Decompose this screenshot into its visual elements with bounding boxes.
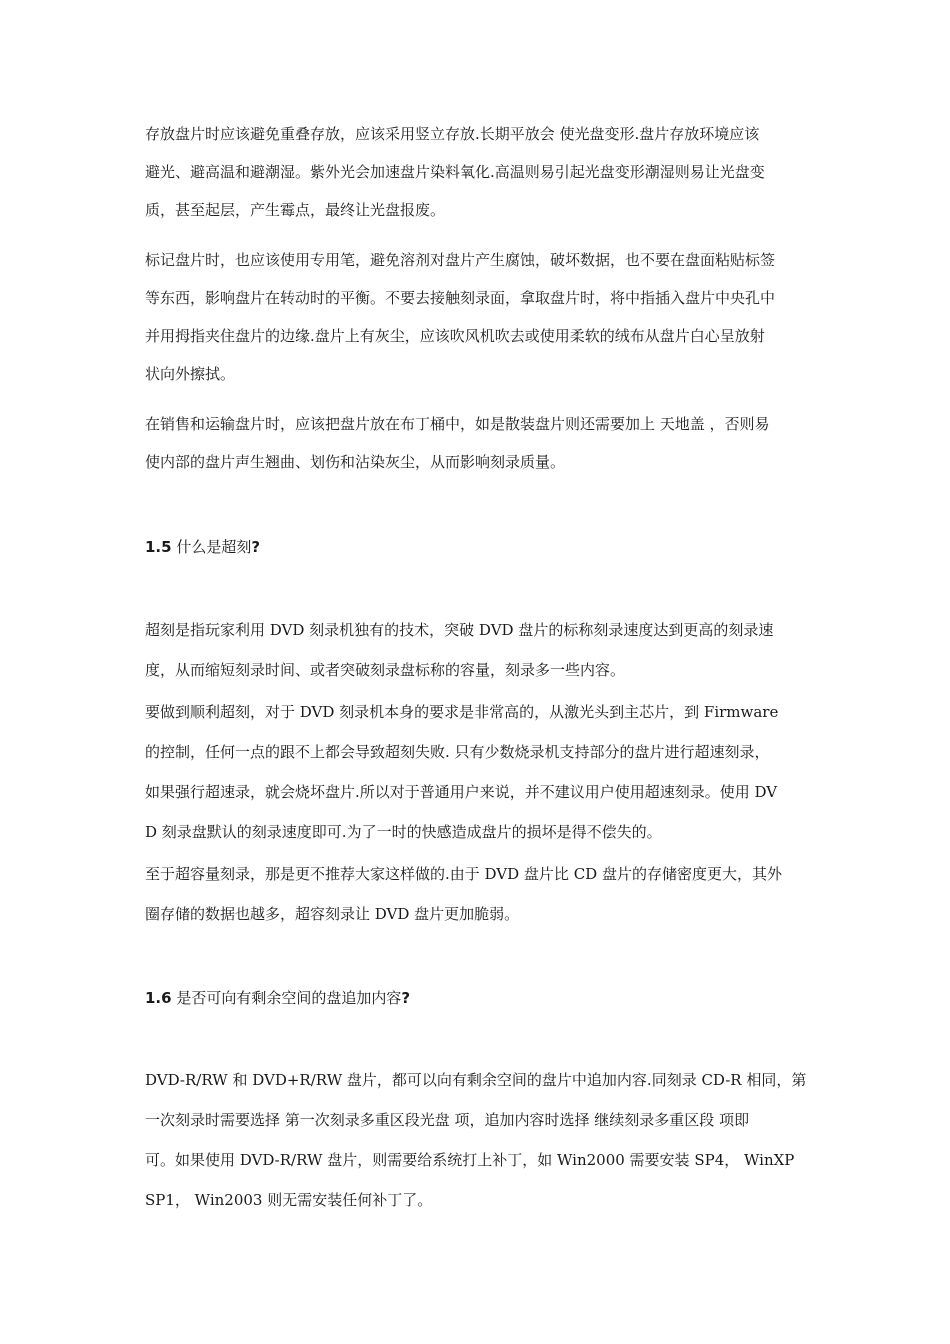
section-qmark: ? <box>251 538 261 556</box>
section-number: 1.5 <box>145 538 172 556</box>
text-line: 要做到顺利超刻，对于 DVD 刻录机本身的要求是非常高的，从激光头到主芯片，到 Firmware <box>145 703 779 721</box>
text-line: 至于超容量刻录，那是更不推荐大家这样做的.由于 DVD 盘片比 CD 盘片的存储密度更大，其外 <box>145 865 782 883</box>
section-heading-1-5 <box>145 537 260 557</box>
text-line: 避光、避高温和避潮湿。紫外光会加速盘片染料氧化.高温则易引起光盘变形潮湿则易让光盘变 <box>145 163 765 181</box>
text-line: 状向外擦拭。 <box>145 365 236 383</box>
text-line: DVD-R/RW 和 DVD+R/RW 盘片，都可以向有剩余空间的盘片中追加内容.同刻录 CD-R 相同，第 <box>145 1071 807 1089</box>
paragraph-overburn-requirements <box>145 702 810 862</box>
section-heading-1-6 <box>145 988 410 1008</box>
paragraph-append-content <box>145 1070 810 1230</box>
section-qmark: ? <box>401 989 411 1007</box>
text-line: SP1， Win2003 则无需安装任何补丁了。 <box>145 1191 433 1209</box>
text-line: 质，甚至起层，产生霉点，最终让光盘报废。 <box>145 201 446 219</box>
paragraph-transport <box>145 414 810 490</box>
text-line: 一次刻录时需要选择 第一次刻录多重区段光盘 项，追加内容时选择 继续刻录多重区段 项即 <box>145 1111 750 1129</box>
text-line: 标记盘片时，也应该使用专用笔，避免溶剂对盘片产生腐蚀，破坏数据，也不要在盘面粘贴标签 <box>145 251 776 269</box>
text-line: D 刻录盘默认的刻录速度即可.为了一时的快感造成盘片的损坏是得不偿失的。 <box>145 823 662 841</box>
section-number: 1.6 <box>145 989 172 1007</box>
paragraph-overcapacity <box>145 864 810 944</box>
paragraph-storage <box>145 124 810 238</box>
text-line: 如果强行超速录，就会烧坏盘片.所以对于普通用户来说，并不建议用户使用超速刻录。使用 DV <box>145 783 778 801</box>
section-title: 什么是超刻 <box>171 538 252 556</box>
text-line: 的控制，任何一点的跟不上都会导致超刻失败. 只有少数烧录机支持部分的盘片进行超速刻录， <box>145 743 770 761</box>
paragraph-overburn-definition <box>145 620 810 700</box>
text-line: 并用拇指夹住盘片的边缘.盘片上有灰尘，应该吹风机吹去或使用柔软的绒布从盘片白心呈放射 <box>145 327 765 345</box>
text-line: 在销售和运输盘片时，应该把盘片放在布丁桶中，如是散装盘片则还需要加上 天地盖 ，否则易 <box>145 415 770 433</box>
text-line: 等东西，影响盘片在转动时的平衡。不要去接触刻录面，拿取盘片时，将中指插入盘片中央孔中 <box>145 289 776 307</box>
text-line: 使内部的盘片声生翘曲、划伤和沾染灰尘，从而影响刻录质量。 <box>145 453 566 471</box>
text-line: 度，从而缩短刻录时间、或者突破刻录盘标称的容量，刻录多一些内容。 <box>145 661 626 679</box>
section-title: 是否可向有剩余空间的盘追加内容 <box>171 989 402 1007</box>
paragraph-labeling <box>145 250 810 402</box>
text-line: 存放盘片时应该避免重叠存放，应该采用竖立存放.长期平放会 使光盘变形.盘片存放环境应该 <box>145 125 760 143</box>
text-line: 超刻是指玩家利用 DVD 刻录机独有的技术，突破 DVD 盘片的标称刻录速度达到更高的刻录速 <box>145 621 774 639</box>
text-line: 圈存储的数据也越多，超容刻录让 DVD 盘片更加脆弱。 <box>145 905 520 923</box>
text-line: 可。如果使用 DVD-R/RW 盘片，则需要给系统打上补丁，如 Win2000 需要安装 SP4， WinXP <box>145 1151 795 1169</box>
